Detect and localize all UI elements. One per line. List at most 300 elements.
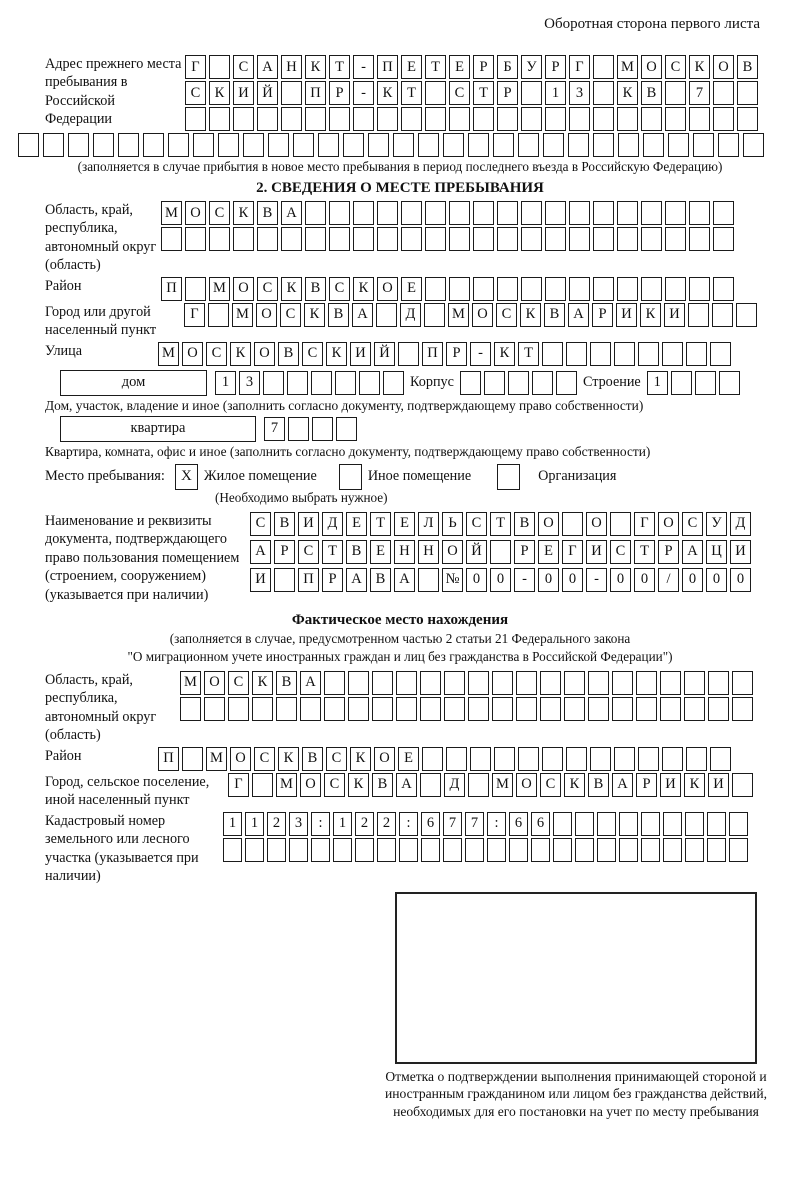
char-cell[interactable] — [641, 201, 662, 225]
char-cell[interactable]: К — [689, 55, 710, 79]
char-cell[interactable]: 3 — [569, 81, 590, 105]
char-cell[interactable] — [593, 55, 614, 79]
char-cell[interactable] — [542, 342, 563, 366]
char-cell[interactable]: К — [326, 342, 347, 366]
char-cell[interactable]: Т — [473, 81, 494, 105]
char-cell[interactable]: О — [538, 512, 559, 536]
char-cell[interactable]: Р — [497, 81, 518, 105]
char-cell[interactable] — [662, 747, 683, 771]
char-cell[interactable] — [713, 227, 734, 251]
char-cell[interactable] — [660, 671, 681, 695]
char-cell[interactable]: Е — [370, 540, 391, 564]
char-cell[interactable]: В — [641, 81, 662, 105]
char-cell[interactable]: 0 — [682, 568, 703, 592]
char-cell[interactable] — [473, 227, 494, 251]
char-cell[interactable]: Й — [257, 81, 278, 105]
char-cell[interactable]: П — [158, 747, 179, 771]
char-cell[interactable] — [540, 671, 561, 695]
char-cell[interactable] — [383, 371, 404, 395]
char-cell[interactable] — [641, 277, 662, 301]
char-cell[interactable] — [660, 697, 681, 721]
char-cell[interactable] — [588, 671, 609, 695]
char-cell[interactable] — [353, 107, 374, 131]
char-cell[interactable]: П — [298, 568, 319, 592]
char-cell[interactable]: - — [470, 342, 491, 366]
char-cell[interactable] — [468, 671, 489, 695]
char-cell[interactable] — [710, 747, 731, 771]
char-cell[interactable] — [208, 303, 229, 327]
char-cell[interactable] — [252, 773, 273, 797]
char-cell[interactable] — [545, 227, 566, 251]
char-cell[interactable] — [641, 812, 660, 836]
char-cell[interactable] — [418, 568, 439, 592]
char-cell[interactable] — [532, 371, 553, 395]
char-cell[interactable] — [590, 342, 611, 366]
char-cell[interactable] — [619, 838, 638, 862]
char-cell[interactable] — [465, 838, 484, 862]
char-cell[interactable]: Т — [370, 512, 391, 536]
char-cell[interactable] — [393, 133, 414, 157]
char-cell[interactable] — [324, 671, 345, 695]
char-cell[interactable]: Н — [418, 540, 439, 564]
char-cell[interactable]: С — [540, 773, 561, 797]
char-cell[interactable] — [518, 133, 539, 157]
char-cell[interactable] — [401, 227, 422, 251]
char-cell[interactable]: О — [586, 512, 607, 536]
char-cell[interactable] — [372, 671, 393, 695]
char-cell[interactable] — [398, 342, 419, 366]
char-cell[interactable] — [143, 133, 164, 157]
char-cell[interactable] — [281, 227, 302, 251]
char-cell[interactable]: А — [682, 540, 703, 564]
char-cell[interactable] — [305, 201, 326, 225]
char-cell[interactable] — [689, 277, 710, 301]
char-cell[interactable]: И — [708, 773, 729, 797]
char-cell[interactable]: В — [372, 773, 393, 797]
char-cell[interactable] — [729, 838, 748, 862]
char-cell[interactable]: В — [737, 55, 758, 79]
char-cell[interactable] — [263, 371, 284, 395]
char-cell[interactable]: 0 — [730, 568, 751, 592]
char-cell[interactable]: Р — [545, 55, 566, 79]
char-cell[interactable]: Г — [228, 773, 249, 797]
char-cell[interactable]: А — [568, 303, 589, 327]
char-cell[interactable] — [399, 838, 418, 862]
char-cell[interactable]: Т — [322, 540, 343, 564]
char-cell[interactable] — [641, 227, 662, 251]
char-cell[interactable] — [713, 277, 734, 301]
char-cell[interactable] — [311, 838, 330, 862]
char-cell[interactable]: 0 — [490, 568, 511, 592]
char-cell[interactable] — [636, 671, 657, 695]
char-cell[interactable] — [588, 697, 609, 721]
char-cell[interactable] — [553, 838, 572, 862]
char-cell[interactable] — [43, 133, 64, 157]
char-cell[interactable] — [425, 227, 446, 251]
char-cell[interactable] — [732, 671, 753, 695]
char-cell[interactable]: Л — [418, 512, 439, 536]
char-cell[interactable] — [641, 838, 660, 862]
char-cell[interactable] — [446, 747, 467, 771]
char-cell[interactable]: С — [206, 342, 227, 366]
char-cell[interactable] — [707, 838, 726, 862]
char-cell[interactable] — [484, 371, 505, 395]
char-cell[interactable]: 2 — [267, 812, 286, 836]
char-cell[interactable] — [689, 201, 710, 225]
char-cell[interactable] — [708, 697, 729, 721]
char-cell[interactable]: О — [182, 342, 203, 366]
char-cell[interactable] — [443, 838, 462, 862]
char-cell[interactable] — [684, 671, 705, 695]
char-cell[interactable]: О — [713, 55, 734, 79]
char-cell[interactable]: 7 — [689, 81, 710, 105]
char-cell[interactable] — [689, 227, 710, 251]
char-cell[interactable]: - — [353, 81, 374, 105]
char-cell[interactable] — [521, 81, 542, 105]
char-cell[interactable] — [614, 342, 635, 366]
char-cell[interactable]: К — [640, 303, 661, 327]
char-cell[interactable] — [329, 201, 350, 225]
char-cell[interactable] — [396, 671, 417, 695]
char-cell[interactable] — [612, 697, 633, 721]
char-cell[interactable]: О — [185, 201, 206, 225]
char-cell[interactable]: К — [564, 773, 585, 797]
char-cell[interactable]: Т — [425, 55, 446, 79]
char-cell[interactable] — [118, 133, 139, 157]
char-cell[interactable] — [531, 838, 550, 862]
char-cell[interactable]: Р — [636, 773, 657, 797]
char-cell[interactable]: 0 — [634, 568, 655, 592]
char-cell[interactable]: К — [252, 671, 273, 695]
char-cell[interactable] — [281, 81, 302, 105]
char-cell[interactable] — [545, 201, 566, 225]
char-cell[interactable]: С — [280, 303, 301, 327]
char-cell[interactable] — [543, 133, 564, 157]
char-cell[interactable]: Т — [634, 540, 655, 564]
char-cell[interactable]: № — [442, 568, 463, 592]
char-cell[interactable] — [713, 107, 734, 131]
char-cell[interactable]: К — [377, 81, 398, 105]
char-cell[interactable] — [665, 81, 686, 105]
char-cell[interactable] — [473, 277, 494, 301]
char-cell[interactable] — [614, 747, 635, 771]
char-cell[interactable] — [218, 133, 239, 157]
checkbox-organization[interactable] — [497, 464, 520, 490]
char-cell[interactable] — [497, 107, 518, 131]
char-cell[interactable]: К — [494, 342, 515, 366]
char-cell[interactable]: А — [250, 540, 271, 564]
checkbox-residential[interactable]: X — [175, 464, 198, 490]
char-cell[interactable]: А — [281, 201, 302, 225]
char-cell[interactable]: К — [350, 747, 371, 771]
char-cell[interactable] — [518, 747, 539, 771]
char-cell[interactable] — [336, 417, 357, 441]
char-cell[interactable] — [268, 133, 289, 157]
char-cell[interactable]: И — [350, 342, 371, 366]
char-cell[interactable] — [377, 227, 398, 251]
char-cell[interactable] — [556, 371, 577, 395]
char-cell[interactable] — [497, 227, 518, 251]
char-cell[interactable]: С — [665, 55, 686, 79]
char-cell[interactable] — [182, 747, 203, 771]
char-cell[interactable] — [564, 697, 585, 721]
char-cell[interactable]: П — [377, 55, 398, 79]
char-cell[interactable] — [329, 107, 350, 131]
char-cell[interactable]: 2 — [355, 812, 374, 836]
char-cell[interactable] — [732, 773, 753, 797]
char-cell[interactable] — [521, 107, 542, 131]
char-cell[interactable] — [593, 201, 614, 225]
char-cell[interactable] — [422, 747, 443, 771]
char-cell[interactable]: И — [730, 540, 751, 564]
char-cell[interactable]: К — [348, 773, 369, 797]
char-cell[interactable]: 0 — [466, 568, 487, 592]
char-cell[interactable] — [468, 133, 489, 157]
char-cell[interactable]: Е — [394, 512, 415, 536]
char-cell[interactable]: Г — [184, 303, 205, 327]
char-cell[interactable] — [425, 201, 446, 225]
char-cell[interactable] — [228, 697, 249, 721]
char-cell[interactable]: : — [311, 812, 330, 836]
char-cell[interactable] — [161, 227, 182, 251]
char-cell[interactable]: А — [300, 671, 321, 695]
char-cell[interactable]: К — [278, 747, 299, 771]
char-cell[interactable] — [618, 133, 639, 157]
char-cell[interactable] — [335, 371, 356, 395]
char-cell[interactable] — [401, 107, 422, 131]
char-cell[interactable] — [420, 671, 441, 695]
char-cell[interactable] — [638, 747, 659, 771]
char-cell[interactable]: В — [514, 512, 535, 536]
char-cell[interactable]: 2 — [377, 812, 396, 836]
char-cell[interactable] — [494, 747, 515, 771]
char-cell[interactable] — [468, 773, 489, 797]
char-cell[interactable] — [418, 133, 439, 157]
char-cell[interactable]: О — [472, 303, 493, 327]
char-cell[interactable]: Р — [329, 81, 350, 105]
char-cell[interactable] — [209, 55, 230, 79]
char-cell[interactable]: О — [658, 512, 679, 536]
char-cell[interactable] — [288, 417, 309, 441]
char-cell[interactable]: Р — [446, 342, 467, 366]
char-cell[interactable] — [617, 107, 638, 131]
char-cell[interactable] — [685, 812, 704, 836]
char-cell[interactable]: К — [617, 81, 638, 105]
char-cell[interactable]: С — [257, 277, 278, 301]
char-cell[interactable] — [566, 342, 587, 366]
char-cell[interactable] — [312, 417, 333, 441]
char-cell[interactable] — [377, 107, 398, 131]
char-cell[interactable] — [185, 227, 206, 251]
char-cell[interactable]: О — [377, 277, 398, 301]
char-cell[interactable] — [243, 133, 264, 157]
char-cell[interactable]: Г — [185, 55, 206, 79]
char-cell[interactable] — [180, 697, 201, 721]
char-cell[interactable]: К — [684, 773, 705, 797]
char-cell[interactable]: 6 — [509, 812, 528, 836]
char-cell[interactable] — [568, 133, 589, 157]
char-cell[interactable] — [610, 512, 631, 536]
char-cell[interactable] — [564, 671, 585, 695]
char-cell[interactable]: - — [586, 568, 607, 592]
char-cell[interactable] — [443, 133, 464, 157]
char-cell[interactable]: Е — [401, 277, 422, 301]
char-cell[interactable] — [521, 227, 542, 251]
char-cell[interactable]: Д — [322, 512, 343, 536]
char-cell[interactable] — [719, 371, 740, 395]
char-cell[interactable] — [516, 697, 537, 721]
char-cell[interactable] — [593, 81, 614, 105]
char-cell[interactable] — [444, 697, 465, 721]
char-cell[interactable] — [376, 303, 397, 327]
char-cell[interactable] — [509, 838, 528, 862]
char-cell[interactable]: М — [232, 303, 253, 327]
char-cell[interactable] — [737, 107, 758, 131]
char-cell[interactable] — [641, 107, 662, 131]
char-cell[interactable]: Г — [569, 55, 590, 79]
char-cell[interactable]: Д — [400, 303, 421, 327]
char-cell[interactable] — [305, 107, 326, 131]
char-cell[interactable]: 6 — [531, 812, 550, 836]
char-cell[interactable] — [736, 303, 757, 327]
char-cell[interactable] — [665, 201, 686, 225]
char-cell[interactable]: О — [233, 277, 254, 301]
char-cell[interactable]: О — [442, 540, 463, 564]
char-cell[interactable] — [460, 371, 481, 395]
char-cell[interactable]: Д — [730, 512, 751, 536]
char-cell[interactable] — [424, 303, 445, 327]
char-cell[interactable]: 0 — [562, 568, 583, 592]
char-cell[interactable] — [695, 371, 716, 395]
char-cell[interactable] — [542, 747, 563, 771]
char-cell[interactable]: С — [682, 512, 703, 536]
char-cell[interactable]: В — [544, 303, 565, 327]
char-cell[interactable] — [636, 697, 657, 721]
char-cell[interactable] — [685, 838, 704, 862]
char-cell[interactable] — [305, 227, 326, 251]
char-cell[interactable]: В — [328, 303, 349, 327]
char-cell[interactable]: О — [204, 671, 225, 695]
char-cell[interactable]: - — [514, 568, 535, 592]
char-cell[interactable]: С — [233, 55, 254, 79]
char-cell[interactable] — [353, 227, 374, 251]
char-cell[interactable]: 1 — [245, 812, 264, 836]
char-cell[interactable] — [638, 342, 659, 366]
char-cell[interactable]: Т — [490, 512, 511, 536]
char-cell[interactable] — [492, 697, 513, 721]
char-cell[interactable] — [233, 227, 254, 251]
char-cell[interactable]: С — [324, 773, 345, 797]
char-cell[interactable] — [245, 838, 264, 862]
char-cell[interactable] — [233, 107, 254, 131]
char-cell[interactable] — [18, 133, 39, 157]
char-cell[interactable]: А — [346, 568, 367, 592]
char-cell[interactable]: У — [521, 55, 542, 79]
char-cell[interactable] — [521, 277, 542, 301]
char-cell[interactable]: Н — [281, 55, 302, 79]
char-cell[interactable]: А — [394, 568, 415, 592]
char-cell[interactable]: Р — [658, 540, 679, 564]
char-cell[interactable]: : — [399, 812, 418, 836]
char-cell[interactable] — [708, 671, 729, 695]
char-cell[interactable] — [492, 671, 513, 695]
char-cell[interactable]: 1 — [647, 371, 668, 395]
char-cell[interactable] — [329, 227, 350, 251]
char-cell[interactable]: М — [492, 773, 513, 797]
char-cell[interactable] — [473, 107, 494, 131]
char-cell[interactable] — [276, 697, 297, 721]
char-cell[interactable]: И — [660, 773, 681, 797]
char-cell[interactable]: А — [352, 303, 373, 327]
char-cell[interactable]: И — [616, 303, 637, 327]
char-cell[interactable] — [612, 671, 633, 695]
char-cell[interactable] — [617, 227, 638, 251]
char-cell[interactable]: М — [158, 342, 179, 366]
char-cell[interactable]: О — [300, 773, 321, 797]
char-cell[interactable]: В — [346, 540, 367, 564]
char-cell[interactable]: С — [209, 201, 230, 225]
char-cell[interactable] — [449, 107, 470, 131]
char-cell[interactable] — [593, 133, 614, 157]
char-cell[interactable]: В — [257, 201, 278, 225]
char-cell[interactable]: У — [706, 512, 727, 536]
char-cell[interactable] — [355, 838, 374, 862]
char-cell[interactable]: Й — [374, 342, 395, 366]
char-cell[interactable]: В — [274, 512, 295, 536]
char-cell[interactable] — [597, 838, 616, 862]
char-cell[interactable]: И — [233, 81, 254, 105]
char-cell[interactable] — [68, 133, 89, 157]
char-cell[interactable] — [425, 107, 446, 131]
char-cell[interactable] — [449, 201, 470, 225]
char-cell[interactable]: Г — [634, 512, 655, 536]
char-cell[interactable] — [420, 697, 441, 721]
char-cell[interactable]: 3 — [239, 371, 260, 395]
char-cell[interactable]: Е — [538, 540, 559, 564]
char-cell[interactable]: 7 — [465, 812, 484, 836]
char-cell[interactable] — [508, 371, 529, 395]
char-cell[interactable]: К — [209, 81, 230, 105]
char-cell[interactable]: Е — [401, 55, 422, 79]
char-cell[interactable]: К — [304, 303, 325, 327]
char-cell[interactable] — [712, 303, 733, 327]
char-cell[interactable]: П — [305, 81, 326, 105]
char-cell[interactable]: Р — [514, 540, 535, 564]
char-cell[interactable] — [617, 277, 638, 301]
char-cell[interactable]: П — [161, 277, 182, 301]
char-cell[interactable] — [293, 133, 314, 157]
char-cell[interactable]: В — [302, 747, 323, 771]
char-cell[interactable] — [204, 697, 225, 721]
char-cell[interactable] — [377, 201, 398, 225]
char-cell[interactable]: О — [516, 773, 537, 797]
char-cell[interactable] — [593, 107, 614, 131]
char-cell[interactable] — [597, 812, 616, 836]
char-cell[interactable]: Р — [592, 303, 613, 327]
char-cell[interactable]: М — [180, 671, 201, 695]
char-cell[interactable] — [311, 371, 332, 395]
char-cell[interactable] — [729, 812, 748, 836]
char-cell[interactable]: А — [612, 773, 633, 797]
char-cell[interactable] — [665, 227, 686, 251]
char-cell[interactable] — [497, 201, 518, 225]
char-cell[interactable]: А — [257, 55, 278, 79]
char-cell[interactable]: А — [396, 773, 417, 797]
char-cell[interactable]: С — [449, 81, 470, 105]
char-cell[interactable] — [185, 277, 206, 301]
char-cell[interactable]: Р — [473, 55, 494, 79]
checkbox-other-premises[interactable] — [339, 464, 362, 490]
